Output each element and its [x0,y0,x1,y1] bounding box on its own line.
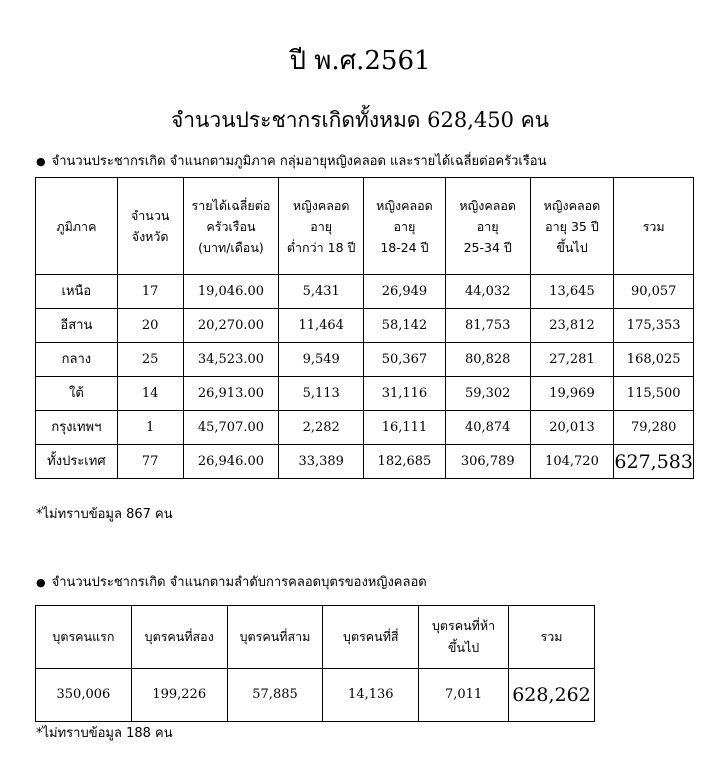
section2-note: *ไม่ทราบข้อมูล 188 คน [36,726,173,741]
table-cell: 26,949 [364,275,446,309]
table-cell: 40,874 [445,411,530,445]
column-header-line: รวม [540,629,563,644]
table-cell: อีสาน [36,309,118,343]
table-cell: 9,549 [279,343,364,377]
column-header-line: ครัวเรือน [206,218,256,234]
column-header [131,606,227,669]
column-header-line: ขึ้นไป [447,640,480,655]
column-header-line: 25-34 ปี [463,239,512,255]
table-cell: 45,707.00 [183,411,279,445]
table-cell: 31,116 [364,377,446,411]
table-cell: 57,885 [227,669,323,722]
bullet-icon: ● [36,155,46,168]
column-header [279,178,364,275]
table-cell: 17 [117,275,183,309]
column-header [445,178,530,275]
table-cell: 23,812 [530,309,614,343]
table-cell: 19,046.00 [183,275,279,309]
column-header [508,606,594,669]
column-header-line: จำนวน [130,208,170,223]
column-header [36,178,118,275]
table-row [36,275,694,309]
column-header-line: ขึ้นไป [556,239,588,255]
table-cell: 16,111 [364,411,446,445]
table-cell: 14,136 [323,669,419,722]
table-cell: 11,464 [279,309,364,343]
table-cell: 80,828 [445,343,530,377]
table-row [36,343,694,377]
page-subtitle: จำนวนประชากรเกิดทั้งหมด 628,450 คน [170,108,550,132]
table-cell: 33,389 [279,445,364,479]
column-header-line: รวม [642,218,665,234]
table-cell: 20,013 [530,411,614,445]
table-cell: 5,431 [279,275,364,309]
bullet-icon: ● [36,576,46,589]
column-header-line: อายุ 35 ปี [545,218,599,234]
column-header [614,178,694,275]
table-cell: 175,353 [614,309,694,343]
table-cell: 20,270.00 [183,309,279,343]
table-row [36,669,595,722]
table-cell: 199,226 [131,669,227,722]
table-cell: 79,280 [614,411,694,445]
table-cell: 25 [117,343,183,377]
column-header-line: บุตรคนที่สาม [239,629,311,644]
table-cell: 306,789 [445,445,530,479]
column-header-line: หญิงคลอด [543,197,601,213]
table-cell: 2,282 [279,411,364,445]
table-cell: 26,913.00 [183,377,279,411]
table-cell: 44,032 [445,275,530,309]
table-cell: 182,685 [364,445,446,479]
column-header-line: อายุ [393,218,416,234]
column-header [117,178,183,275]
table-row [36,445,694,479]
column-header-line: ภูมิภาค [56,218,97,234]
column-header-line: อายุ [310,218,333,234]
table-cell: 34,523.00 [183,343,279,377]
table-cell: 104,720 [530,445,614,479]
table-cell: กรุงเทพฯ [36,411,118,445]
section1-note: *ไม่ทราบข้อมูล 867 คน [36,507,173,522]
section2-heading-text: จำนวนประชากรเกิด จำแนกตามลำดับการคลอดบุตรของหญิงคลอด [51,575,427,590]
table-cell: 627,583 [614,445,694,479]
column-header-line: บุตรคนที่สี่ [343,629,399,644]
table-cell: ทั้งประเทศ [36,445,118,479]
table-cell: 59,302 [445,377,530,411]
table-row [36,309,694,343]
page-title: ปี พ.ศ.2561 [289,46,431,76]
table-cell: 58,142 [364,309,446,343]
table-row [36,411,694,445]
table-cell: กลาง [36,343,118,377]
table-cell: 115,500 [614,377,694,411]
table-cell: 19,969 [530,377,614,411]
region-births-table [35,177,694,479]
table-cell: 1 [117,411,183,445]
table-row [36,377,694,411]
table-header-row [36,606,595,669]
table-cell: ใต้ [36,377,118,411]
column-header-line: หญิงคลอด [376,197,433,213]
column-header [530,178,614,275]
table-cell: 168,025 [614,343,694,377]
column-header [183,178,279,275]
column-header [364,178,446,275]
table-cell: 350,006 [36,669,132,722]
table-cell: 14 [117,377,183,411]
table-cell: 628,262 [508,669,594,722]
section1-heading-text: จำนวนประชากรเกิด จำแนกตามภูมิภาค กลุ่มอายุหญิงคลอด และรายได้เฉลี่ยต่อครัวเรือน [51,154,547,169]
table-cell: 50,367 [364,343,446,377]
table-cell: 81,753 [445,309,530,343]
column-header [323,606,419,669]
column-header-line: ต่ำกว่า 18 ปี [286,239,356,255]
section1-heading [36,150,547,171]
column-header [227,606,323,669]
column-header [419,606,509,669]
column-header-line: (บาท/เดือน) [198,239,264,255]
table-cell: 7,011 [419,669,509,722]
column-header-line: บุตรคนที่ห้า [431,618,496,633]
table-cell: 77 [117,445,183,479]
table-cell: 5,113 [279,377,364,411]
table-cell: 20 [117,309,183,343]
column-header-line: บุตรคนแรก [52,629,115,644]
column-header-line: รายได้เฉลี่ยต่อ [191,197,271,213]
table-header-row [36,178,694,275]
column-header-line: อายุ [476,218,499,234]
column-header-line: หญิงคลอด [459,197,517,213]
column-header-line: 18-24 ปี [380,239,429,255]
table-cell: 27,281 [530,343,614,377]
section2-heading [36,571,427,592]
column-header-line: จังหวัด [131,229,169,244]
birth-order-table [35,605,595,722]
table-cell: เหนือ [36,275,118,309]
column-header-line: บุตรคนที่สอง [144,629,214,644]
column-header-line: หญิงคลอด [292,197,350,213]
column-header [36,606,132,669]
table-cell: 90,057 [614,275,694,309]
table-cell: 26,946.00 [183,445,279,479]
table-cell: 13,645 [530,275,614,309]
